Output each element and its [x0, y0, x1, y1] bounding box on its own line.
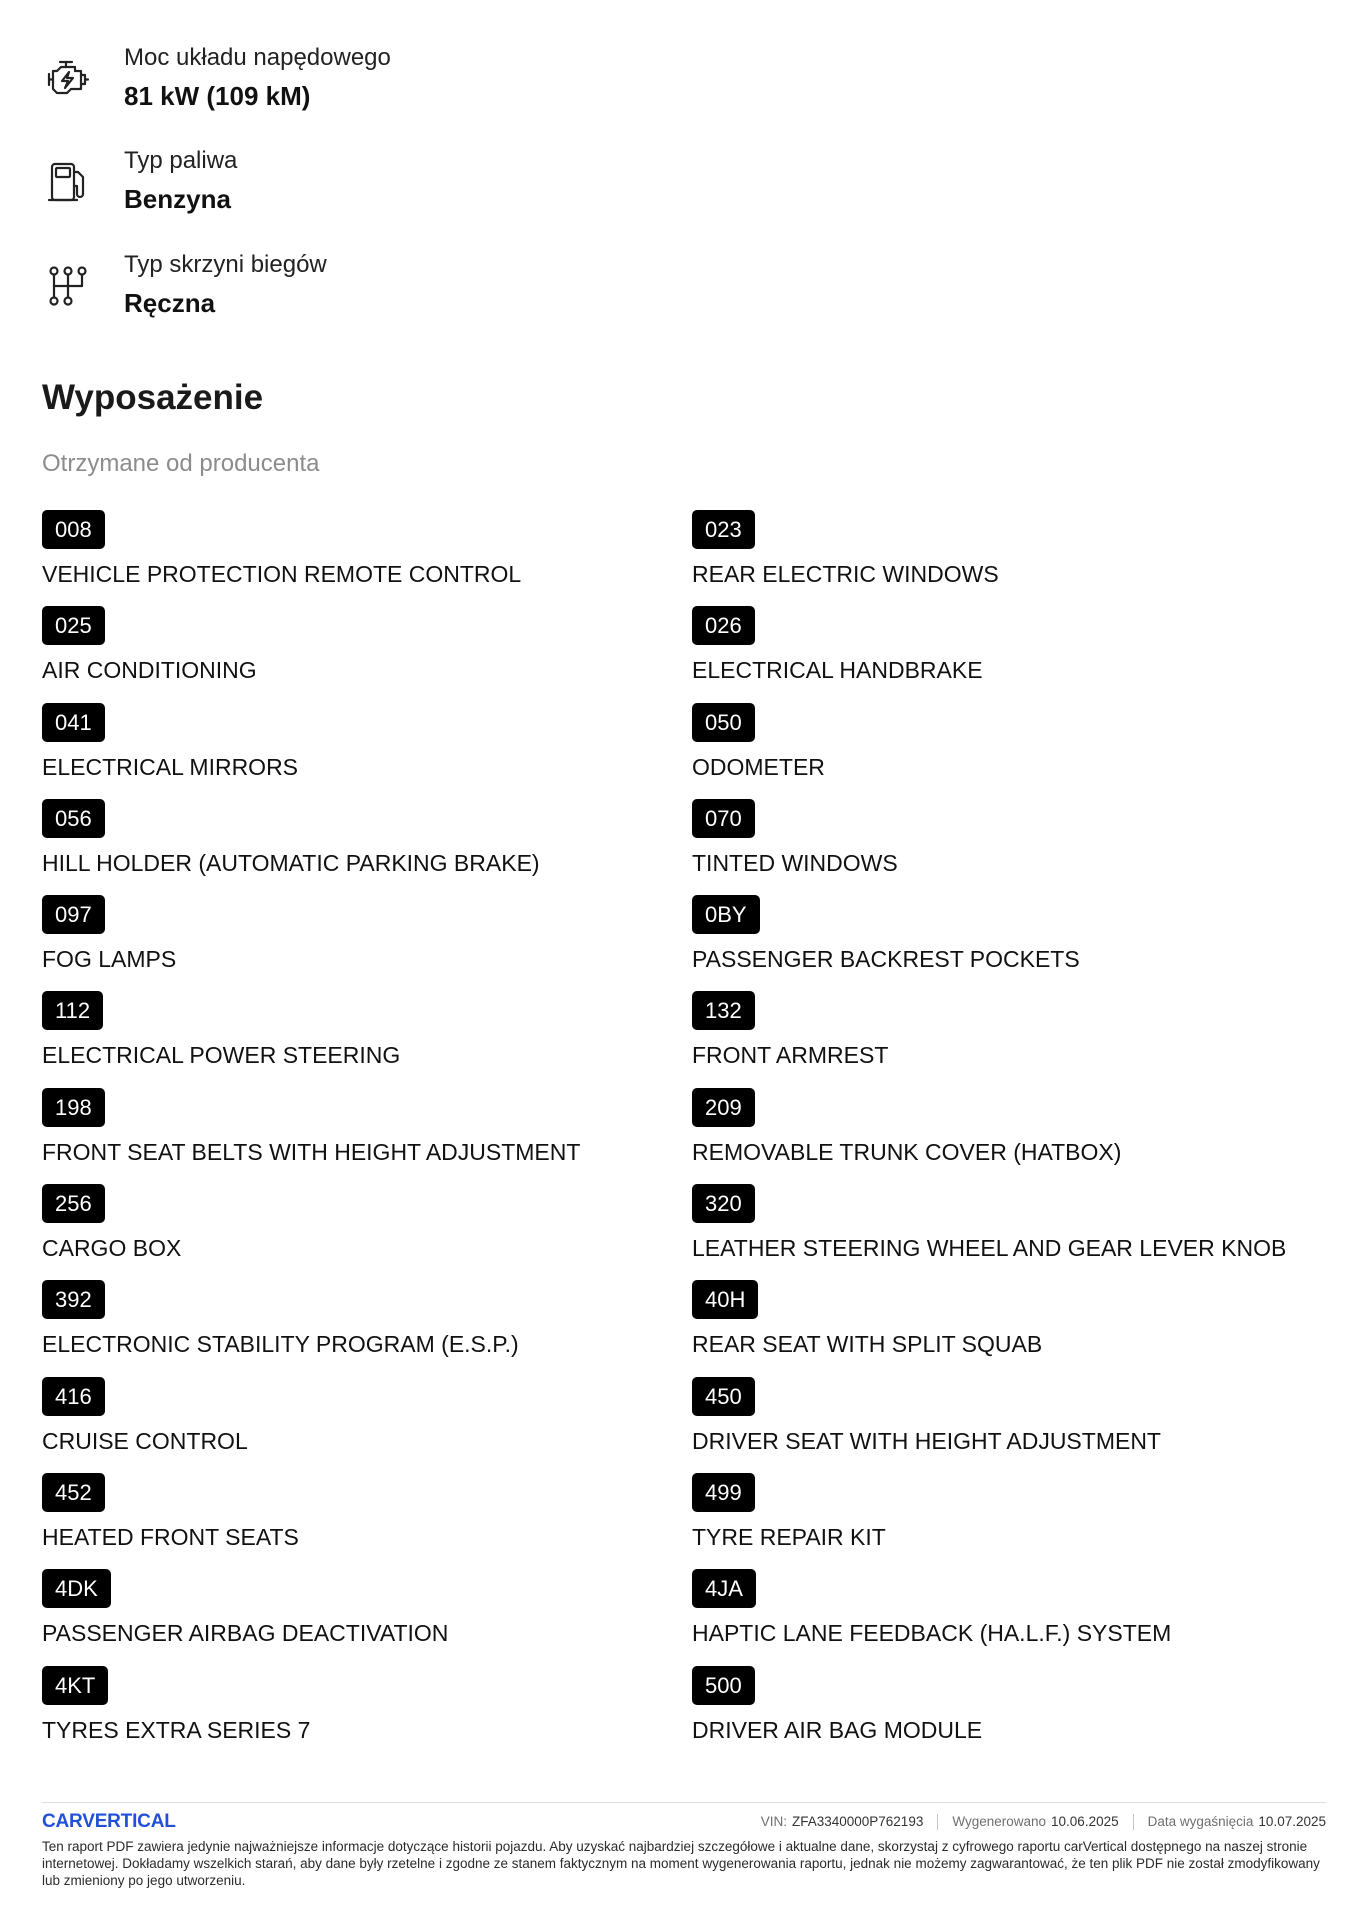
- equipment-item: [692, 991, 1342, 1087]
- equipment-item: [42, 895, 692, 991]
- equipment-item-name: DRIVER SEAT WITH HEIGHT ADJUSTMENT: [692, 1427, 1161, 1454]
- equipment-item-name: HEATED FRONT SEATS: [42, 1523, 299, 1550]
- footer-disclaimer: Ten raport PDF zawiera jedynie najważniejsze informacje dotyczące historii pojazdu. Aby uzyskać najbardziej szczegółowe i aktualne dane, skorzystaj z cyfrowego raportu carVertical dostępnego na naszej stronie internetowej. Dokładamy wszelkich starań, aby dane były rzetelne i zgodne ze stanem faktycznym na moment wygenerowania raportu, jednak nie możemy zagwarantować, że ten plik PDF nie został zmodyfikowany lub zmieniony po jego utworzeniu.: [42, 1839, 1320, 1888]
- equipment-item-name: ELECTRICAL MIRRORS: [42, 753, 299, 780]
- footer-divider: [42, 1802, 1326, 1803]
- equipment-item-name: CARGO BOX: [42, 1235, 182, 1262]
- equipment-item: [692, 799, 1342, 895]
- equipment-item-name: REAR SEAT WITH SPLIT SQUAB: [692, 1331, 1043, 1358]
- equipment-item-name: AIR CONDITIONING: [42, 657, 257, 684]
- spec-label: Typ paliwa: [124, 147, 238, 174]
- equipment-item-name: PASSENGER AIRBAG DEACTIVATION: [42, 1620, 449, 1647]
- equipment-item-name: TYRES EXTRA SERIES 7: [42, 1716, 311, 1743]
- equipment-item: [42, 1184, 692, 1280]
- equipment-item: [42, 1280, 692, 1376]
- equipment-code-badge: 041: [42, 703, 105, 742]
- equipment-item-name: FRONT ARMREST: [692, 1042, 889, 1069]
- equipment-item: [42, 799, 692, 895]
- equipment-item-name: ELECTRICAL POWER STEERING: [42, 1042, 401, 1069]
- equipment-item: [692, 703, 1342, 799]
- equipment-list: [42, 510, 1342, 1762]
- equipment-item: [42, 1377, 692, 1473]
- spec-label: Typ skrzyni biegów: [124, 251, 327, 278]
- equipment-item: [692, 510, 1342, 606]
- equipment-item-name: TINTED WINDOWS: [692, 849, 898, 876]
- equipment-code-badge: 112: [42, 991, 103, 1030]
- equipment-code-badge: 256: [42, 1184, 105, 1223]
- equipment-code-badge: 416: [42, 1377, 105, 1416]
- meta-separator: [937, 1814, 938, 1830]
- spec-value: Benzyna: [124, 184, 231, 214]
- spec-value: Ręczna: [124, 288, 216, 318]
- equipment-item-name: REAR ELECTRIC WINDOWS: [692, 561, 999, 587]
- engine-icon: [44, 55, 92, 103]
- equipment-item-name: PASSENGER BACKREST POCKETS: [692, 946, 1080, 973]
- equipment-code-badge: 4JA: [692, 1569, 756, 1608]
- equipment-item: [692, 1088, 1342, 1184]
- equipment-code-badge: 026: [692, 606, 755, 645]
- equipment-code-badge: 070: [692, 799, 755, 838]
- equipment-code-badge: 050: [692, 703, 755, 742]
- spec-engine-power: [0, 41, 700, 117]
- equipment-item-name: REMOVABLE TRUNK COVER (HATBOX): [692, 1138, 1122, 1165]
- equipment-item: [42, 510, 692, 606]
- equipment-item: [42, 1473, 692, 1569]
- equipment-item-name: FRONT SEAT BELTS WITH HEIGHT ADJUSTMENT: [42, 1138, 581, 1165]
- equipment-code-badge: 198: [42, 1088, 105, 1127]
- equipment-code-badge: 025: [42, 606, 105, 645]
- equipment-code-badge: 4DK: [42, 1569, 111, 1608]
- equipment-item: [42, 703, 692, 799]
- equipment-item-name: ELECTRONIC STABILITY PROGRAM (E.S.P.): [42, 1331, 519, 1358]
- equipment-code-badge: 452: [42, 1473, 105, 1512]
- spec-gearbox-type: [0, 248, 700, 324]
- equipment-item-name: TYRE REPAIR KIT: [692, 1523, 886, 1550]
- spec-fuel-type: [0, 144, 700, 220]
- equipment-code-badge: 500: [692, 1666, 755, 1705]
- equipment-item: [42, 606, 692, 702]
- equipment-item-name: DRIVER AIR BAG MODULE: [692, 1716, 983, 1743]
- equipment-code-badge: 4KT: [42, 1666, 108, 1705]
- equipment-item: [42, 1569, 692, 1665]
- equipment-item: [692, 1666, 1342, 1762]
- equipment-code-badge: 132: [692, 991, 755, 1030]
- equipment-subtitle: Otrzymane od producenta: [42, 450, 320, 477]
- equipment-item-name: CRUISE CONTROL: [42, 1427, 248, 1454]
- equipment-item: [692, 606, 1342, 702]
- equipment-code-badge: 209: [692, 1088, 755, 1127]
- equipment-item: [42, 1088, 692, 1184]
- spec-label: Moc układu napędowego: [124, 44, 391, 71]
- equipment-code-badge: 392: [42, 1280, 105, 1319]
- equipment-code-badge: 499: [692, 1473, 755, 1512]
- equipment-code-badge: 056: [42, 799, 105, 838]
- equipment-item-name: FOG LAMPS: [42, 946, 177, 973]
- equipment-item-name: LEATHER STEERING WHEEL AND GEAR LEVER KNOB: [692, 1235, 1287, 1262]
- equipment-code-badge: 023: [692, 510, 755, 549]
- equipment-code-badge: 450: [692, 1377, 755, 1416]
- equipment-item-name: ODOMETER: [692, 753, 825, 780]
- equipment-item: [42, 1666, 692, 1762]
- carvertical-logo: CARVERTICAL: [42, 1811, 176, 1832]
- equipment-item-name: HAPTIC LANE FEEDBACK (HA.L.F.) SYSTEM: [692, 1620, 1172, 1647]
- equipment-code-badge: 097: [42, 895, 105, 934]
- vin-label: VIN:: [760, 1814, 787, 1829]
- equipment-item-name: ELECTRICAL HANDBRAKE: [692, 657, 983, 684]
- equipment-item: [42, 991, 692, 1087]
- meta-separator: [1133, 1814, 1134, 1830]
- report-meta: [761, 1812, 1326, 1832]
- equipment-item: [692, 1184, 1342, 1280]
- equipment-code-badge: 008: [42, 510, 105, 549]
- gearbox-icon: [44, 262, 92, 310]
- fuel-pump-icon: [44, 158, 92, 206]
- equipment-item: [692, 1280, 1342, 1376]
- vin-value: ZFA3340000P762193: [791, 1814, 924, 1829]
- equipment-item: [692, 1569, 1342, 1665]
- equipment-item: [692, 1377, 1342, 1473]
- equipment-item: [692, 1473, 1342, 1569]
- expires-label: Data wygaśnięcia: [1147, 1814, 1254, 1829]
- equipment-code-badge: 320: [692, 1184, 755, 1223]
- equipment-code-badge: 0BY: [692, 895, 760, 934]
- expires-date: 10.07.2025: [1258, 1814, 1326, 1829]
- generated-date: 10.06.2025: [1051, 1814, 1119, 1829]
- spec-value: 81 kW (109 kM): [124, 81, 311, 111]
- equipment-item-name: HILL HOLDER (AUTOMATIC PARKING BRAKE): [42, 849, 540, 876]
- equipment-item-name: VEHICLE PROTECTION REMOTE CONTROL: [42, 561, 522, 587]
- equipment-code-badge: 40H: [692, 1280, 758, 1319]
- generated-label: Wygenerowano: [952, 1814, 1047, 1829]
- equipment-title: Wyposażenie: [42, 378, 264, 417]
- equipment-item: [692, 895, 1342, 991]
